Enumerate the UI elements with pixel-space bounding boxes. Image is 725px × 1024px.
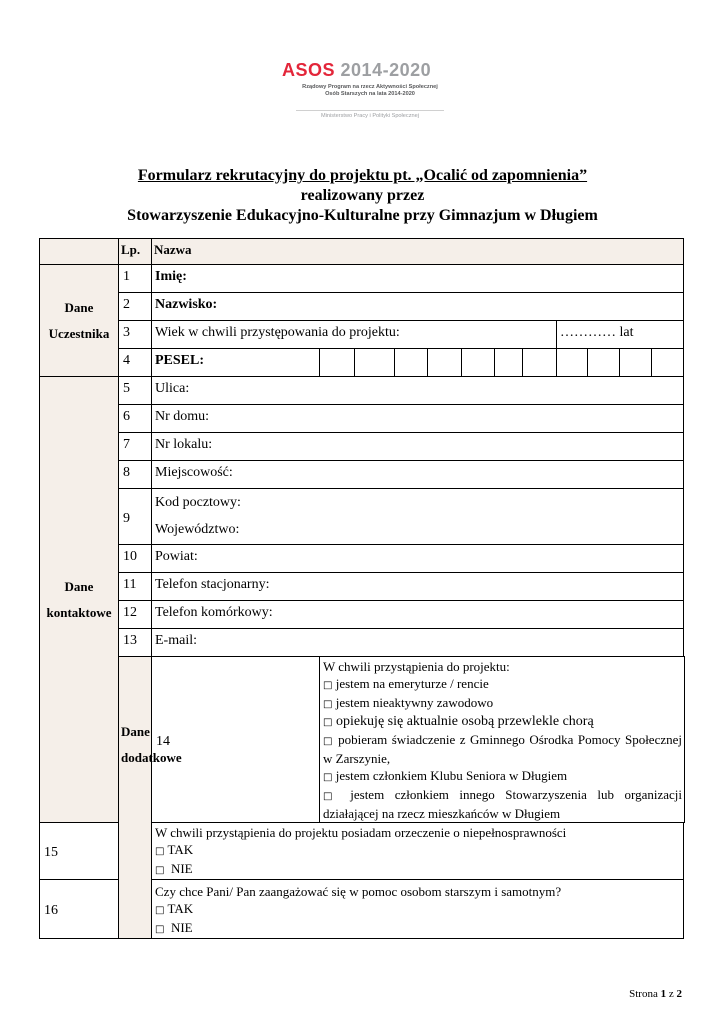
pesel-digit-box[interactable] xyxy=(652,349,684,377)
header-name: Nazwa xyxy=(152,239,684,265)
row-number: 14 xyxy=(152,657,320,823)
section-participant-line1: Dane xyxy=(64,299,94,315)
logo-subtitle xyxy=(296,84,444,98)
option-label: jestem członkiem Klubu Seniora w Długiem xyxy=(335,768,568,783)
apartment-number-label: Nr lokalu: xyxy=(155,437,213,452)
table-row xyxy=(40,601,685,629)
heading-subtitle: realizowany przez xyxy=(300,187,425,204)
status-option-senior-club[interactable] xyxy=(323,767,682,786)
first-name-field[interactable] xyxy=(152,265,684,293)
logo-name-grey: 2014-2020 xyxy=(340,60,432,80)
row-number: 13 xyxy=(119,629,152,657)
pesel-digit-box[interactable] xyxy=(428,349,462,377)
heading-title: Formularz rekrutacyjny do projektu pt. „Ocalić od zapomnienia” xyxy=(137,167,588,184)
volunteer-question xyxy=(152,880,684,939)
row-number: 11 xyxy=(119,573,152,601)
pesel-digit-box[interactable] xyxy=(462,349,495,377)
landline-phone-label: Telefon stacjonarny: xyxy=(155,577,270,592)
mobile-phone-field[interactable] xyxy=(152,601,684,629)
form-heading xyxy=(40,166,685,226)
postal-code-region-field[interactable] xyxy=(152,489,684,545)
option-label: jestem na emeryturze / rencie xyxy=(335,676,489,691)
section-participant-line2: Uczestnika xyxy=(48,325,110,341)
row-number: 1 xyxy=(119,265,152,293)
pesel-digit-box[interactable] xyxy=(588,349,620,377)
checkbox-icon[interactable]: □ xyxy=(155,865,165,876)
logo-subtitle-line1: Rządowy Program na rzecz Aktywności Społecznej xyxy=(302,84,438,90)
option-label: TAK xyxy=(167,901,194,916)
age-label: Wiek w chwili przystępowania do projektu: xyxy=(152,321,557,349)
city-label: Miejscowość: xyxy=(155,465,233,480)
section-participant xyxy=(40,265,119,377)
pesel-digit-box[interactable] xyxy=(320,349,355,377)
pesel-digit-box[interactable] xyxy=(620,349,652,377)
footer-page-total: 2 xyxy=(676,988,682,1000)
header-lp: Lp. xyxy=(119,239,152,265)
row-number: 4 xyxy=(119,349,152,377)
disability-option-yes[interactable] xyxy=(155,841,681,860)
checkbox-icon[interactable]: □ xyxy=(323,736,334,747)
checkbox-icon[interactable]: □ xyxy=(323,680,333,691)
row-number: 10 xyxy=(119,545,152,573)
row-number: 15 xyxy=(40,823,119,880)
row-number: 12 xyxy=(119,601,152,629)
city-field[interactable] xyxy=(152,461,684,489)
row-number: 2 xyxy=(119,293,152,321)
option-label: jestem członkiem innego Stowarzyszenia lub organizacji działającej na rzecz mieszkańców w Długiem xyxy=(323,787,683,821)
status-option-retired[interactable] xyxy=(323,675,682,694)
disability-option-no[interactable] xyxy=(155,860,681,879)
pesel-label: PESEL: xyxy=(152,349,320,377)
status-option-inactive[interactable] xyxy=(323,694,682,713)
volunteer-option-no[interactable] xyxy=(155,919,681,938)
row-number: 8 xyxy=(119,461,152,489)
voivodeship-label: Województwo: xyxy=(155,522,240,537)
table-row xyxy=(40,349,685,377)
row-number: 16 xyxy=(40,880,119,939)
row-number: 3 xyxy=(119,321,152,349)
street-field[interactable] xyxy=(152,377,684,405)
age-field[interactable]: ………… lat xyxy=(557,321,684,349)
table-row xyxy=(40,265,685,293)
checkbox-icon[interactable]: □ xyxy=(323,791,340,802)
table-row xyxy=(40,293,685,321)
section-contact-line1: Dane xyxy=(64,578,94,594)
table-row xyxy=(40,545,685,573)
table-row xyxy=(40,629,685,657)
row-number: 5 xyxy=(119,377,152,405)
section-additional-line1: Dane xyxy=(121,724,150,739)
status-option-caregiver[interactable] xyxy=(323,713,682,731)
row-number: 6 xyxy=(119,405,152,433)
table-row xyxy=(40,461,685,489)
checkbox-icon[interactable]: □ xyxy=(323,717,333,728)
section-additional-line2: dodatkowe xyxy=(121,750,182,765)
checkbox-icon[interactable]: □ xyxy=(155,924,165,935)
mobile-phone-label: Telefon komórkowy: xyxy=(155,605,273,620)
table-row xyxy=(40,489,685,545)
house-number-field[interactable] xyxy=(152,405,684,433)
house-number-label: Nr domu: xyxy=(155,409,210,424)
status-intro: W chwili przystąpienia do projektu: xyxy=(323,659,510,674)
pesel-digit-box[interactable] xyxy=(395,349,428,377)
disability-intro: W chwili przystąpienia do projektu posiadam orzeczenie o niepełnosprawności xyxy=(155,825,567,840)
option-label: opiekuję się aktualnie osobą przewlekle chorą xyxy=(335,714,594,729)
county-field[interactable] xyxy=(152,545,684,573)
postal-code-label: Kod pocztowy: xyxy=(155,495,241,510)
status-options xyxy=(320,657,685,823)
table-row xyxy=(40,321,685,349)
last-name-field[interactable] xyxy=(152,293,684,321)
county-label: Powiat: xyxy=(155,549,198,564)
last-name-label: Nazwisko: xyxy=(155,297,218,312)
landline-phone-field[interactable] xyxy=(152,573,684,601)
recruitment-form-table xyxy=(39,238,685,939)
table-row xyxy=(40,433,685,461)
apartment-number-field[interactable] xyxy=(152,433,684,461)
section-contact-line2: kontaktowe xyxy=(46,604,112,620)
checkbox-icon[interactable]: □ xyxy=(323,699,333,710)
row-number: 9 xyxy=(119,489,152,545)
checkbox-icon[interactable]: □ xyxy=(155,905,165,916)
footer-prefix: Strona xyxy=(629,988,658,1000)
disability-question xyxy=(152,823,684,880)
status-option-other-association[interactable] xyxy=(323,786,682,822)
table-row xyxy=(40,405,685,433)
table-row xyxy=(40,657,685,823)
option-label: NIE xyxy=(170,920,193,935)
option-label: pobieram świadczenie z Gminnego Ośrodka Pomocy Społecznej w Zarszynie, xyxy=(323,732,683,766)
option-label: NIE xyxy=(170,861,193,876)
pesel-digit-box[interactable] xyxy=(355,349,395,377)
section-contact xyxy=(40,377,119,823)
option-label: jestem nieaktywny zawodowo xyxy=(335,695,494,710)
volunteer-intro: Czy chce Pani/ Pan zaangażować się w pomoc osobom starszym i samotnym? xyxy=(155,884,562,899)
first-name-label: Imię: xyxy=(155,269,187,284)
table-row xyxy=(40,573,685,601)
header-empty xyxy=(40,239,119,265)
pesel-digit-box[interactable] xyxy=(495,349,523,377)
logo-title xyxy=(282,60,431,80)
email-label: E-mail: xyxy=(155,633,197,648)
status-option-gops-benefit[interactable] xyxy=(323,731,682,767)
page-footer xyxy=(600,988,682,1000)
asos-logo xyxy=(282,60,447,122)
logo-subtitle-line2: Osób Starszych na lata 2014-2020 xyxy=(325,91,415,97)
pesel-digit-box[interactable] xyxy=(557,349,588,377)
table-row xyxy=(40,377,685,405)
footer-page-number: 1 xyxy=(660,988,667,1000)
footer-separator: z xyxy=(668,988,674,1000)
pesel-digit-box[interactable] xyxy=(523,349,557,377)
logo-ministry: Ministerstwo Pracy i Polityki Społecznej xyxy=(296,110,444,120)
row-number: 7 xyxy=(119,433,152,461)
option-label: TAK xyxy=(167,842,194,857)
street-label: Ulica: xyxy=(155,381,190,396)
checkbox-icon[interactable]: □ xyxy=(155,846,165,857)
email-field[interactable] xyxy=(152,629,684,657)
volunteer-option-yes[interactable] xyxy=(155,900,681,919)
heading-organization: Stowarzyszenie Edukacyjno-Kulturalne przy Gimnazjum w Długiem xyxy=(127,207,598,224)
table-header-row xyxy=(40,239,685,265)
logo-name-red: ASOS xyxy=(282,60,336,80)
checkbox-icon[interactable]: □ xyxy=(323,772,333,783)
